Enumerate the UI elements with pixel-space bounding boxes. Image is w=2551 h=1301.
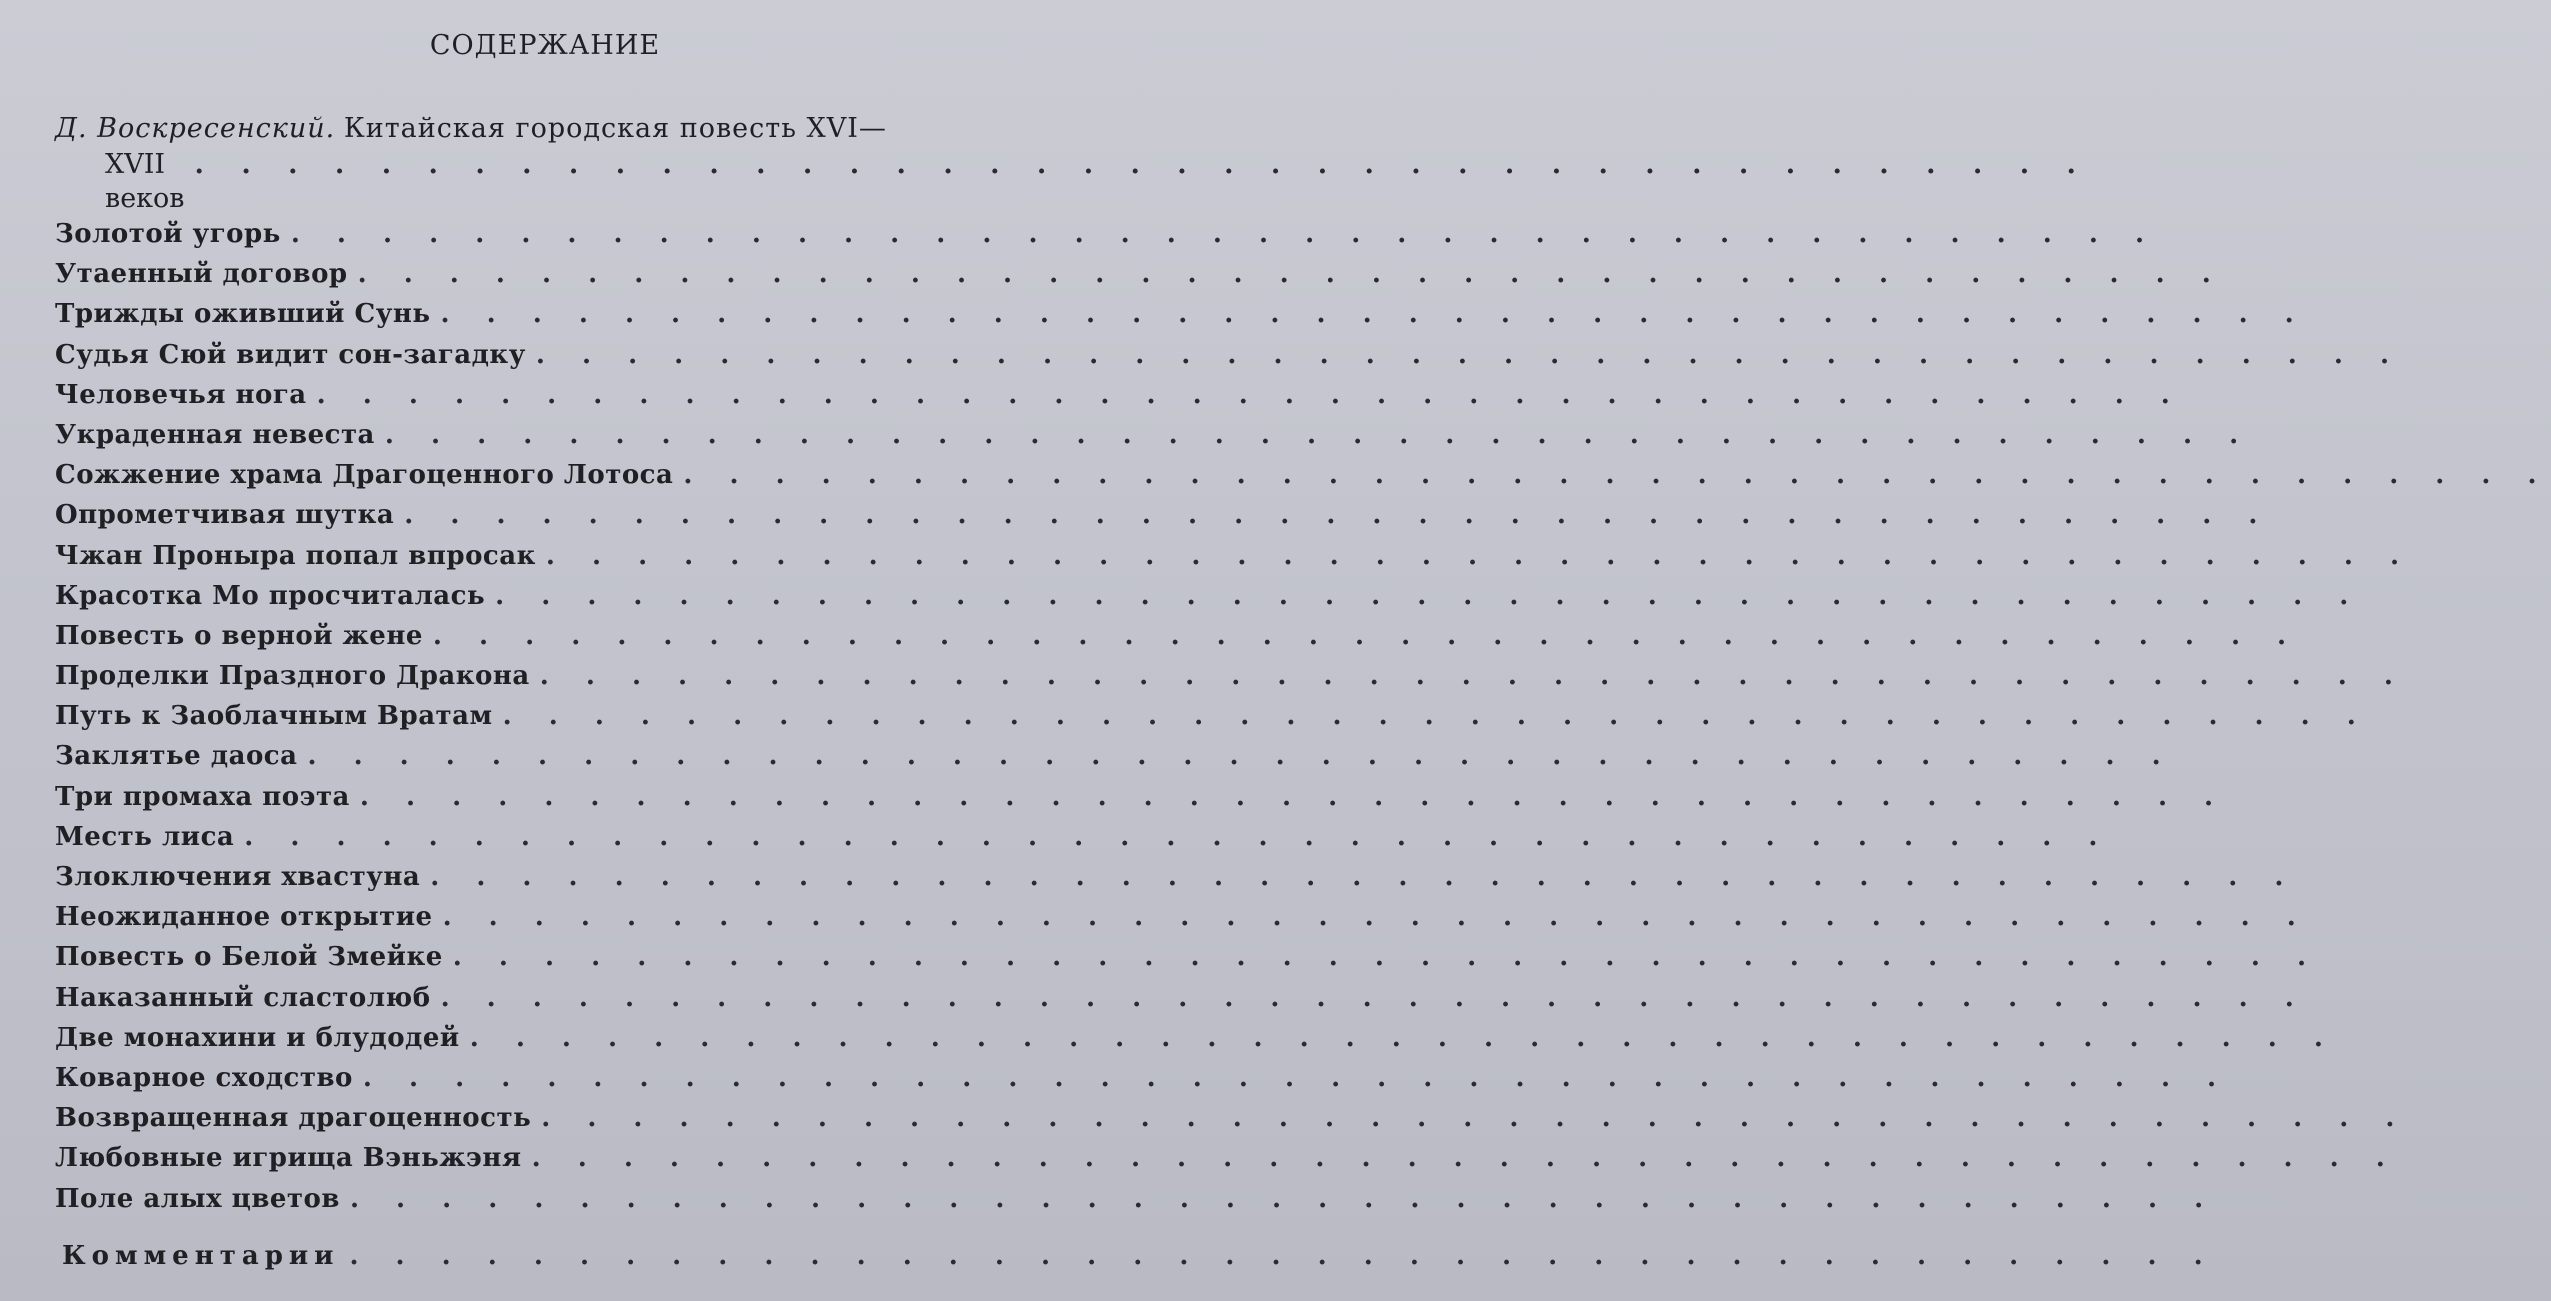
toc-entry-title: Две монахини и блудодей [55, 1022, 460, 1053]
toc-entry [55, 1018, 2337, 1058]
intro-author: Д. Воскресенский. [55, 113, 336, 144]
dot-leader: . . . . . . . . . . . . . . . . . . . . . . . . . . . . . . . . . . . . . . . . . [430, 862, 2298, 892]
toc-entry-title: Судья Сюй видит сон-загадку [55, 339, 526, 370]
dot-leader: . . . . . . . . . . . . . . . . . . . . . . . . . . . . . . . . . . . . . . . . . [440, 982, 2308, 1013]
toc-entry-title: Злоключения хвастуна [55, 862, 421, 892]
toc-entry [55, 335, 2404, 375]
toc-entry [55, 616, 2301, 656]
toc-entry-title: Утаенный договор [55, 259, 348, 290]
toc-entry [55, 415, 2253, 455]
dot-leader: . . . . . . . . . . . . . . . . . . . . . . . . . . . . . . . . . . . . . . . . . [469, 1022, 2337, 1053]
toc-entry-title: Украденная невеста [55, 419, 375, 450]
toc-entry-title: Проделки Праздного Дракона [55, 661, 530, 692]
dot-leader: . . . . . . . . . . . . . . . . . . . . . . . . . . . . . . . . . . . . . . . . . [244, 821, 2112, 852]
toc-entry-title: Красотка Мо просчиталась [55, 580, 486, 611]
toc-entry-title: Наказанный сластолюб [55, 982, 431, 1013]
toc-entry-title: Повесть о верной жене [55, 620, 423, 651]
page-title: СОДЕРЖАНИЕ [429, 30, 661, 61]
toc-entry [55, 1058, 2231, 1098]
dot-leader: . . . . . . . . . . . . . . . . . . . . . . . . . . . . . . . . . . . . . . . . . [535, 339, 2404, 370]
comments-title: Комментарии [62, 1241, 340, 1271]
toc-entry-title: Возвращенная драгоценность [55, 1103, 532, 1134]
toc-list [55, 214, 2551, 1219]
dot-leader: . . . . . . . . . . . . . . . . . . . . . . . . . . . . . . . . . . . . . . . . . [359, 781, 2228, 812]
toc-entry [55, 1138, 2399, 1178]
toc-entry [55, 736, 2175, 776]
dot-leader: . . . . . . . . . . . . . . . . . . . . . . . . . . . . . . . . . . . . . . . . . [539, 661, 2407, 692]
toc-entry [55, 495, 2272, 535]
dot-leader: . . . . . . . . . . . . . . . . . . . . . . . . . . . . . . . . . . . . . . . . . [442, 902, 2310, 933]
dot-leader: . . . . . . . . . . . . . . . . . . . . . . . . . . . . . . . . . . . . . . . . . [541, 1103, 2409, 1134]
comments-entry [62, 1236, 2217, 1276]
dot-leader: . . . . . . . . . . . . . . . . . . . . . . . . . . . . . . . . . . . . . . . . . [349, 1241, 2217, 1271]
toc-entry [55, 656, 2407, 696]
intro-entry [55, 112, 935, 146]
dot-leader: . . . . . . . . . . . . . . . . . . . . . . . . . . . . . . . . . . . . . . . . . [531, 1143, 2399, 1174]
toc-entry [55, 777, 2228, 817]
dot-leader: . . . . . . . . . . . . . . . . . . . . . . . . . . . . . . . . . . . . . . . . . [307, 741, 2175, 772]
toc-entry [55, 576, 2363, 616]
toc-entry [55, 1179, 2218, 1219]
toc-entry-title: Коварное сходство [55, 1062, 353, 1093]
intro-title-line-2: XVII веков [105, 149, 185, 214]
toc-entry [55, 214, 2159, 254]
dot-leader: . . . . . . . . . . . . . . . . . . . . . . . . . . . . . . . . . . . . . . . . . [495, 580, 2363, 611]
toc-entry [55, 455, 2551, 495]
intro-entry-continuation [105, 148, 2090, 216]
toc-entry-title: Неожиданное открытие [55, 902, 433, 933]
toc-entry [55, 375, 2184, 415]
toc-entry-title: Золотой угорь [55, 219, 281, 249]
dot-leader: . . . . . . . . . . . . . . . . . . . . . . . . . . . . . . . . . . . . . . . . . [452, 942, 2320, 973]
dot-leader: . . . . . . . . . . . . . . . . . . . . . . . . . . . . . . . . . . . . . . . . . [502, 701, 2370, 732]
toc-entry-title: Заклятье даоса [55, 741, 298, 772]
toc-entry-title: Повесть о Белой Змейке [55, 942, 443, 973]
toc-entry [55, 857, 2298, 897]
toc-entry-title: Чжан Проныра попал впросак [55, 540, 536, 571]
toc-entry-title: Три промаха поэта [55, 781, 350, 812]
toc-entry-title: Любовные игрища Вэньжэня [55, 1143, 522, 1174]
toc-entry [55, 817, 2112, 857]
toc-entry-title: Путь к Заоблачным Вратам [55, 701, 493, 732]
toc-entry-title: Трижды оживший Сунь [55, 299, 431, 330]
dot-leader: . . . . . . . . . . . . . . . . . . . . . . . . . . . . . . . . . . . . . . . . . [432, 620, 2301, 651]
dot-leader: . . . . . . . . . . . . . . . . . . . . . . . . . . . . . . . . . . . . . . . . . [362, 1062, 2231, 1093]
toc-entry [55, 254, 2225, 294]
toc-entry [55, 978, 2308, 1018]
toc-entry-title: Опрометчивая шутка [55, 500, 395, 531]
dot-leader: . . . . . . . . . . . . . . . . . . . . . . . . . . . . . . . . . . . . . . . . . [683, 460, 2551, 491]
toc-entry [55, 294, 2308, 334]
toc-entry [55, 1098, 2409, 1138]
toc-entry-title: Поле алых цветов [55, 1183, 340, 1214]
toc-entry [55, 897, 2310, 937]
dot-leader: . . . . . . . . . . . . . . . . . . . . . . . . . . . . . . . . . . . . . . . . . [316, 379, 2184, 410]
dot-leader: . . . . . . . . . . . . . . . . . . . . . . . . . . . . . . . . . . . . . . . . . [404, 500, 2272, 531]
toc-entry-title: Сожжение храма Драгоценного Лотоса [55, 460, 674, 491]
dot-leader: . . . . . . . . . . . . . . . . . . . . . . . . . . . . . . . . . . . . . . . . . [357, 259, 2225, 290]
toc-entry [55, 536, 2414, 576]
toc-entry-title: Человечья нога [55, 379, 307, 410]
dot-leader: . . . . . . . . . . . . . . . . . . . . . . . . . . . . . . . . . . . . . . . . . [440, 299, 2308, 330]
dot-leader: . . . . . . . . . . . . . . . . . . . . . . . . . . . . . . . . . . . . . . . . . [545, 540, 2414, 571]
dot-leader: . . . . . . . . . . . . . . . . . . . . . . . . . . . . . . . . . . . . . . . . . [194, 149, 2090, 180]
toc-entry [55, 937, 2320, 977]
dot-leader: . . . . . . . . . . . . . . . . . . . . . . . . . . . . . . . . . . . . . . . . . [290, 219, 2159, 249]
dot-leader: . . . . . . . . . . . . . . . . . . . . . . . . . . . . . . . . . . . . . . . . . [349, 1183, 2218, 1214]
toc-entry [55, 696, 2370, 736]
toc-entry-title: Месть лиса [55, 821, 235, 852]
dot-leader: . . . . . . . . . . . . . . . . . . . . . . . . . . . . . . . . . . . . . . . . . [384, 419, 2253, 450]
intro-title-line-1: Китайская городская повесть XVI— [343, 113, 887, 144]
